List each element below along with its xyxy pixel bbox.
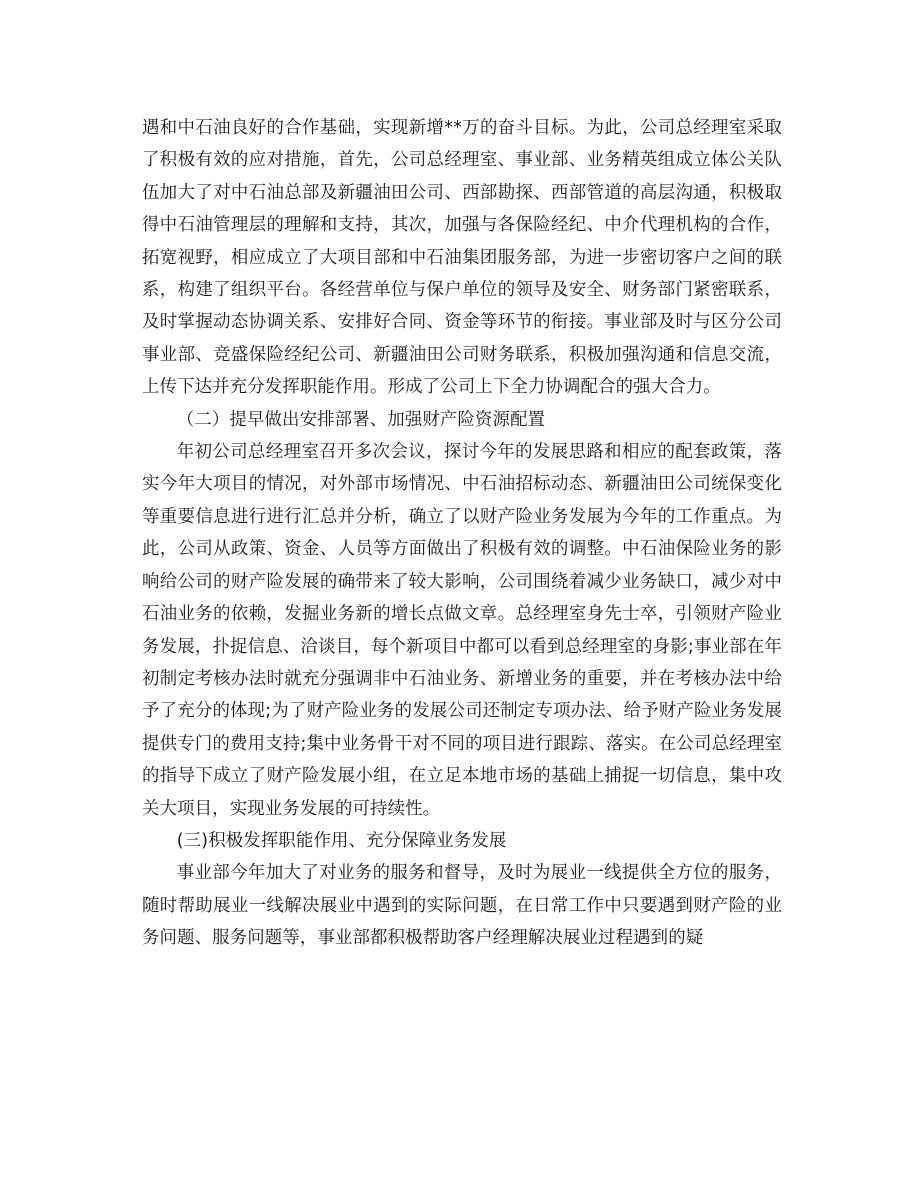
paragraph-resource-allocation: 年初公司总经理室召开多次会议，探讨今年的发展思路和相应的配套政策，落实今年大项目的情况，对外部市场情况、中石油招标动态、新疆油田公司统保变化等重要信息进行进行汇总并分析，确立了以财产险业务发展为今年的工作重点。为此，公司从政策、资金、人员等方面做出了积极有效的调整。中石油保险业务的影响给公司的财产险发展的确带来了较大影响，公司围绕着减少业务缺口，减少对中石油业务的依赖，发掘业务新的增长点做文章。总经理室身先士卒，引领财产险业务发展，扑捉信息、洽谈目，每个新项目中都可以看到总经理室的身影;事业部在年初制定考核办法时就充分强调非中石油业务、新增业务的重要，并在考核办法中给予了充分的体现;为了财产险业务的发展公司还制定专项办法、给予财产险业务发展提供专门的费用支持;集中业务骨干对不同的项目进行跟踪、落实。在公司总经理室的指导下成立了财产险发展小组，在立足本地市场的基础上捕捉一切信息，集中攻关大项目，实现业务发展的可持续性。 [142, 442, 782, 819]
document-body [142, 112, 782, 955]
section-heading-3: (三)积极发挥职能作用、充分保障业务发展 [176, 830, 507, 851]
paragraph-service-support: 事业部今年加大了对业务的服务和督导，及时为展业一线提供全方位的服务，随时帮助展业一线解决展业中遇到的实际问题，在日常工作中只要遇到财产险的业务问题、服务问题等，事业部都积极帮助客户经理解决展业过程遇到的疑 [142, 863, 782, 949]
section-heading-2: （二）提早做出安排部署、加强财产险资源配置 [176, 409, 546, 430]
paragraph-cooperation: 遇和中石油良好的合作基础，实现新增**万的奋斗目标。为此，公司总经理室采取了积极有效的应对措施，首先，公司总经理室、事业部、业务精英组成立体公关队伍加大了对中石油总部及新疆油田公司、西部勘探、西部管道的高层沟通，积极取得中石油管理层的理解和支持，其次，加强与各保险经纪、中介代理机构的合作，拓宽视野，相应成立了大项目部和中石油集团服务部，为进一步密切客户之间的联系，构建了组织平台。各经营单位与保户单位的领导及安全、财务部门紧密联系，及时掌握动态协调关系、安排好合同、资金等环节的衔接。事业部及时与区分公司事业部、竞盛保险经纪公司、新疆油田公司财务联系，积极加强沟通和信息交流，上传下达并充分发挥职能作用。形成了公司上下全力协调配合的强大合力。 [142, 118, 782, 398]
